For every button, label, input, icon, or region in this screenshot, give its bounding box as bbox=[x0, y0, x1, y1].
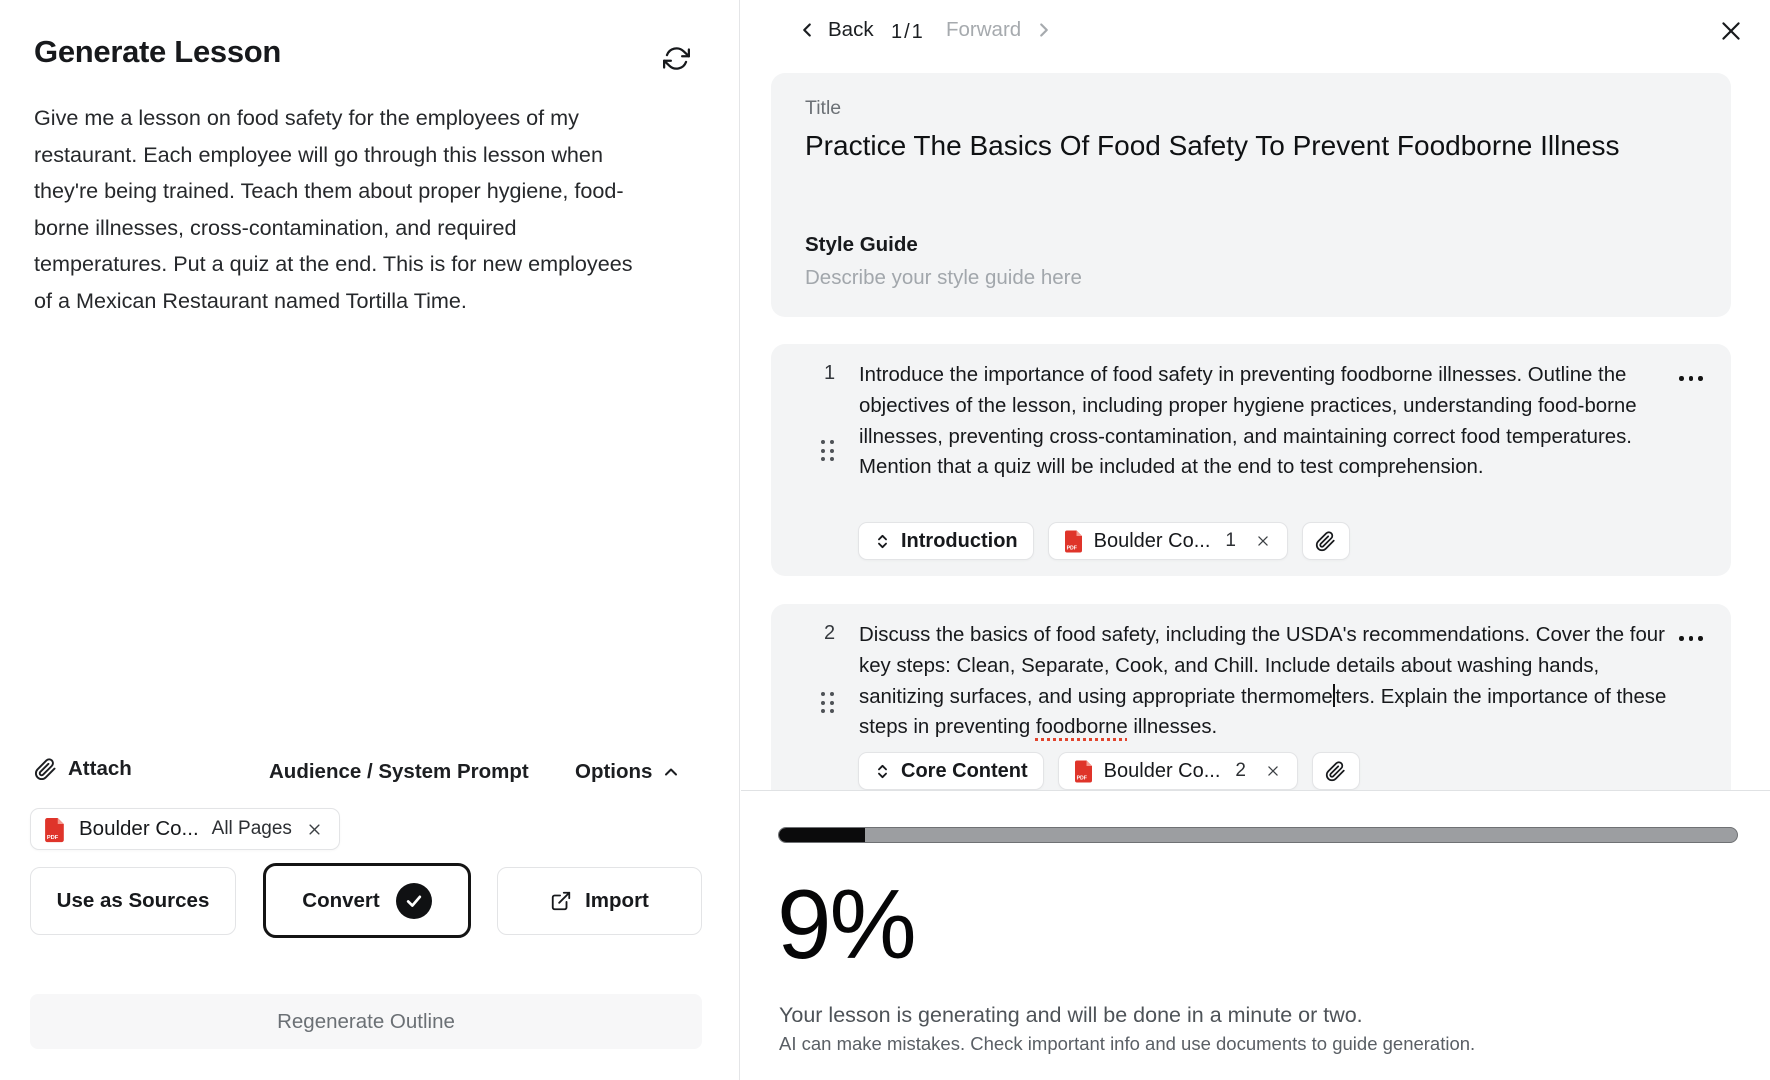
remove-source-button[interactable] bbox=[1264, 762, 1282, 780]
page-title: Generate Lesson bbox=[34, 34, 282, 69]
chevron-up-icon bbox=[661, 762, 681, 782]
more-options-button[interactable] bbox=[1675, 372, 1707, 385]
item-text-segment: illnesses. bbox=[1127, 716, 1218, 739]
prompt-input[interactable]: Give me a lesson on food safety for the employees of my restaurant. Each employee will go through this lesson when they're being trained. Teach them about proper hygiene, food-borne illnesses, cross-contamination, and required temperatures. Put a quiz at the end. This is for new employees of a Mexican Restaurant named Tortilla Time. bbox=[34, 105, 633, 313]
close-icon bbox=[1718, 18, 1744, 44]
item-number: 1 bbox=[824, 362, 836, 384]
x-icon bbox=[1256, 534, 1270, 548]
import-button[interactable] bbox=[497, 867, 702, 935]
progress-message: Your lesson is generating and will be done in a minute or two. bbox=[779, 1003, 1363, 1027]
item-text-segment: Discuss the basics of food safety, including the USDA's recommendations. Cover the four key steps: Clean, Separate, Cook, and Chill. Include details about washing hands, sanitizing surfaces, and using appropriate thermome bbox=[859, 624, 1665, 708]
regenerate-outline-button[interactable]: Regenerate Outline bbox=[30, 994, 702, 1049]
attach-label: Attach bbox=[68, 757, 132, 780]
item-number: 2 bbox=[824, 622, 836, 644]
audience-system-prompt-button[interactable]: Audience / System Prompt bbox=[269, 760, 529, 783]
outline-panel bbox=[741, 0, 1770, 1080]
import-label: Import bbox=[585, 889, 649, 912]
style-guide-label: Style Guide bbox=[805, 233, 918, 256]
back-label: Back bbox=[828, 18, 874, 41]
convert-button[interactable] bbox=[263, 863, 471, 938]
ellipsis-icon bbox=[1679, 636, 1684, 641]
paperclip-icon bbox=[1325, 761, 1346, 782]
progress-bar bbox=[778, 827, 1738, 843]
attachment-name: Boulder Co... bbox=[79, 817, 199, 840]
section-tag-chip[interactable] bbox=[858, 522, 1034, 560]
pdf-file-icon bbox=[1074, 759, 1094, 783]
progress-fill bbox=[779, 828, 865, 842]
x-icon bbox=[1266, 764, 1280, 778]
ellipsis-icon bbox=[1679, 376, 1684, 381]
forward-label: Forward bbox=[946, 18, 1022, 41]
forward-button[interactable] bbox=[946, 18, 1055, 42]
pdf-file-icon bbox=[44, 816, 66, 843]
outline-item-1 bbox=[771, 344, 1731, 576]
attach-source-button[interactable] bbox=[1302, 522, 1350, 560]
section-tag-label: Introduction bbox=[901, 529, 1018, 552]
tag-row bbox=[858, 522, 1350, 560]
source-name: Boulder Co... bbox=[1093, 529, 1211, 552]
refresh-button[interactable] bbox=[658, 40, 694, 76]
item-text-input[interactable]: Introduce the importance of food safety in preventing foodborne illnesses. Outline the objectives of the lesson, including proper hygiene practices, understanding food-borne illnesses, preventing cross-contamination, and maintaining correct food temperatures. Mention that a quiz will be included at the end to test comprehension. bbox=[859, 364, 1637, 479]
remove-source-button[interactable] bbox=[1254, 532, 1272, 550]
source-page: 2 bbox=[1235, 760, 1246, 781]
ai-disclaimer: AI can make mistakes. Check important info and use documents to guide generation. bbox=[779, 1033, 1476, 1054]
misspelled-word: foodborne bbox=[1035, 716, 1128, 739]
section-tag-chip[interactable] bbox=[858, 752, 1044, 790]
chevrons-up-down-icon bbox=[874, 532, 891, 551]
source-chip[interactable] bbox=[1048, 522, 1288, 560]
external-link-icon bbox=[550, 890, 572, 912]
prompt-panel bbox=[0, 0, 740, 1080]
use-as-sources-button[interactable]: Use as Sources bbox=[30, 867, 236, 935]
page-indicator: 1/1 bbox=[891, 21, 925, 43]
x-icon bbox=[307, 822, 322, 837]
source-chip[interactable] bbox=[1058, 752, 1298, 790]
options-button[interactable] bbox=[575, 760, 681, 784]
pdf-badge-text: PDF bbox=[1076, 775, 1087, 782]
more-options-button[interactable] bbox=[1675, 632, 1707, 645]
attach-source-button[interactable] bbox=[1312, 752, 1360, 790]
item-text-segment: ters. Explain the importance of these steps in preventing bbox=[859, 685, 1667, 739]
tag-row bbox=[858, 752, 1360, 790]
chevron-right-icon bbox=[1033, 19, 1055, 41]
close-button[interactable] bbox=[1714, 14, 1748, 48]
convert-label: Convert bbox=[302, 888, 380, 912]
generation-overlay bbox=[741, 790, 1770, 1080]
pdf-file-icon bbox=[1064, 529, 1084, 553]
chevron-left-icon bbox=[796, 19, 818, 41]
back-button[interactable] bbox=[796, 18, 874, 42]
title-label: Title bbox=[805, 97, 842, 119]
chevrons-up-down-icon bbox=[874, 762, 891, 781]
refresh-icon bbox=[663, 45, 690, 72]
outline-item-2 bbox=[771, 604, 1731, 816]
options-label: Options bbox=[575, 760, 653, 783]
drag-handle-icon[interactable] bbox=[821, 692, 834, 713]
source-page: 1 bbox=[1225, 530, 1236, 551]
source-name: Boulder Co... bbox=[1103, 759, 1221, 782]
title-card bbox=[771, 73, 1731, 317]
item-text-input[interactable] bbox=[859, 620, 1689, 743]
attachment-pages: All Pages bbox=[211, 818, 292, 839]
drag-handle-icon[interactable] bbox=[821, 440, 834, 461]
section-tag-label: Core Content bbox=[901, 759, 1028, 782]
style-guide-input[interactable]: Describe your style guide here bbox=[805, 266, 1082, 289]
pdf-badge-text: PDF bbox=[1066, 545, 1077, 552]
progress-percent: 9% bbox=[777, 869, 915, 979]
attachment-chip[interactable] bbox=[30, 808, 340, 850]
paperclip-icon bbox=[1315, 531, 1336, 552]
remove-attachment-button[interactable] bbox=[305, 820, 324, 839]
check-circle-icon bbox=[396, 883, 432, 919]
attach-button[interactable] bbox=[34, 757, 132, 781]
paperclip-icon bbox=[34, 758, 57, 781]
lesson-title-input[interactable]: Practice The Basics Of Food Safety To Prevent Foodborne Illness bbox=[805, 130, 1620, 161]
pdf-badge-text: PDF bbox=[46, 834, 59, 841]
